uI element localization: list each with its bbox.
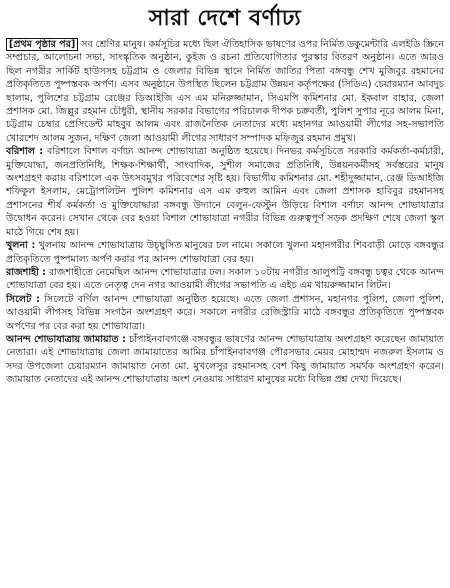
paragraph-khulna <box>6 239 444 266</box>
paragraph-text: সিলেটে বর্ণিল আনন্দ শোভাযাত্রা অনুষ্ঠিত হয়েছে। এতে জেলা প্রশাসন, মহানগর পুলিশ, জেলা পুলিশ, আওয়ামী লীগসহ বিভিন্ন সংগঠন অংশগ্রহণ করে। সকালে নগরীর রেজিস্ট্রারি মাঠে বঙ্গবন্ধুর প্রতিকৃতিতে পুষ্পস্তবক অর্পণের পর বের করা হয় শোভাযাত্রা। <box>6 293 444 332</box>
paragraph-text: সব শ্রেণির মানুষ। কর্মসূচির মধ্যে ছিল ঐতিহাসিক ভাষণের ওপর নির্মিত ডকুমেন্টারি এলইডি স্ক্রিনে সম্প্রচার, আলোচনা সভা, সাংস্কৃতিক অনুষ্ঠান, কুইজ ও রচনা প্রতিযোগিতার পুরস্কার বিতরণ অনুষ্ঠান। এতে আরও ছিল নগরীর সার্কিট হাউসসহ চট্টগ্রাম ও জেলার বিভিন্ন স্থানে নির্মিত জাতির পিতা বঙ্গবন্ধু শেখ মুজিবুর রহমানের প্রতিকৃতিতে পুষ্পস্তবক অর্পণ। এসব অনুষ্ঠানে উপস্থিত ছিলেন চট্টগ্রাম উন্নয়ন কর্তৃপক্ষের (সিডিএ) চেয়ারম্যান আবদুচ ছালাম, পুলিশের চট্টগ্রাম রেঞ্জের ডিআইজি এস এম মনিরুজ্জামান, সিএমপি কমিশনার মো. ইকবাল বাহার, জেলা প্রশাসক মো. জিল্লুর রহমান চৌধুরী, স্থানীয় সরকার বিভাগের পরিচালক দীপক চক্রবর্তী, পুলিশ সুপার নূরে আলম মিনা, চট্টগ্রাম চেম্বার প্রেসিডেন্ট মাহবুব আলম এবং রাজনৈতিক নেতাদের মধ্যে মহানগর আওয়ামী লীগের সহ-সভাপতি খোরশেদ আলম সুজন, দক্ষিণ জেলা আওয়ামী লীগের সাধারণ সম্পাদক মফিজুর রহমান প্রমুখ। <box>6 39 444 144</box>
dateline-khulna: খুলনা : <box>6 240 36 252</box>
subhead-jamaat: আনন্দ শোভাযাত্রায় জামায়াত : <box>6 333 126 345</box>
paragraph-continuation <box>6 38 444 145</box>
article-body <box>6 38 444 387</box>
paragraph-text: রাজশাহীতে নেমেছিল আনন্দ শোভাযাত্রার ঢল। সকাল ১০টায় নগরীর আলুপট্টি বঙ্গবন্ধু চত্বর থেকে আনন্দ শোভাযাত্রা বের হয়। এতে নেতৃত্ব দেন নগর আওয়ামী লীগের সভাপতি এ এইচ এম খায়রুজ্জামান লিটন। <box>6 266 444 292</box>
article-headline: সারা দেশে বর্ণাঢ্য <box>148 6 302 31</box>
paragraph-text: বরিশালে বিশাল বর্ণাঢ্য আনন্দ শোভাযাত্রা অনুষ্ঠিত হয়েছে। দিনভর কর্মসূচিতে সরকারি কর্মকর্তা-কর্মচারী, মুক্তিযোদ্ধা, জনপ্রতিনিধি, শিক্ষক-শিক্ষার্থী, সাংবাদিক, সুশীল সমাজের প্রতিনিধি, উন্নয়নকর্মীসহ সর্বস্তরের মানুষ অংশগ্রহণ করায় বরিশালে এক উৎসবমুখর পরিবেশের সৃষ্টি হয়। বিভাগীয় কমিশনার মো. শহীদুজ্জামান, রেঞ্জ ডিআইজি শফিকুল ইসলাম, মেট্রোপলিটন পুলিশ কমিশনার এস এম রুহুল আমিন এবং জেলা প্রশাসক হাবিবুর রহমানসহ প্রশাসনের শীর্ষ কর্মকর্তা ও মুক্তিযোদ্ধারা বঙ্গবন্ধু উদ্যানে বেলুন-ফেস্টুন উড়িয়ে বিশাল বর্ণাঢ্য আনন্দ শোভাযাত্রার উদ্বোধন করেন। সেখান থেকে বের হওয়া বিশাল শোভাযাত্রা নগরীর বিভিন্ন গুরুত্বপূর্ণ সড়ক প্রদক্ষিণ শেষে জেলা স্কুল মাঠে গিয়ে শেষ হয়। <box>6 146 444 238</box>
paragraph-barishal <box>6 145 444 239</box>
paragraph-jamaat <box>6 333 444 387</box>
dateline-sylhet: সিলেট : <box>6 293 40 305</box>
paragraph-sylhet <box>6 293 444 333</box>
paragraph-text: চাঁপাইনবাবগঞ্জে বঙ্গবন্ধুর ভাষণের আনন্দ শোভাযাত্রায় অংশগ্রহণ করেছেন জামায়াত নেতারা। এই শোভাযাত্রায় জেলা জামায়াতের আমির চাঁপাইনবাবগঞ্জ পৌরসভার মেয়র মোহাম্মদ নজরুল ইসলাম ও সদর উপজেলা চেয়ারম্যান জামায়াত নেতা মো. মুখলেসুর রহমানসহ বেশ কিছু জামায়াত সমর্থক অংশগ্রহণ করেন। জামায়াত নেতাদের এই আনন্দ শোভাযাত্রায় অংশ নেওয়ায় সাধারণ মানুষের মধ্যে বিভিন্ন প্রশ্ন দেখা দিয়েছে। <box>6 333 444 386</box>
dateline-barishal: বরিশাল : <box>6 146 44 158</box>
paragraph-text: খুলনায় আনন্দ শোভাযাত্রায় উচ্ছ্বসিত মানুষের ঢল নামে। সকালে খুলনা মহানগরীর শিববাড়ী মোড়ে বঙ্গবন্ধুর প্রতিকৃতিতে পুষ্পমাল্য অর্পণ করার পর আনন্দ শোভাযাত্রা বের হয়। <box>6 240 444 265</box>
dateline-rajshahi: রাজশাহী : <box>6 266 46 278</box>
paragraph-rajshahi <box>6 266 444 293</box>
continuation-tag: [প্রথম পৃষ্ঠার পর] <box>6 38 78 51</box>
